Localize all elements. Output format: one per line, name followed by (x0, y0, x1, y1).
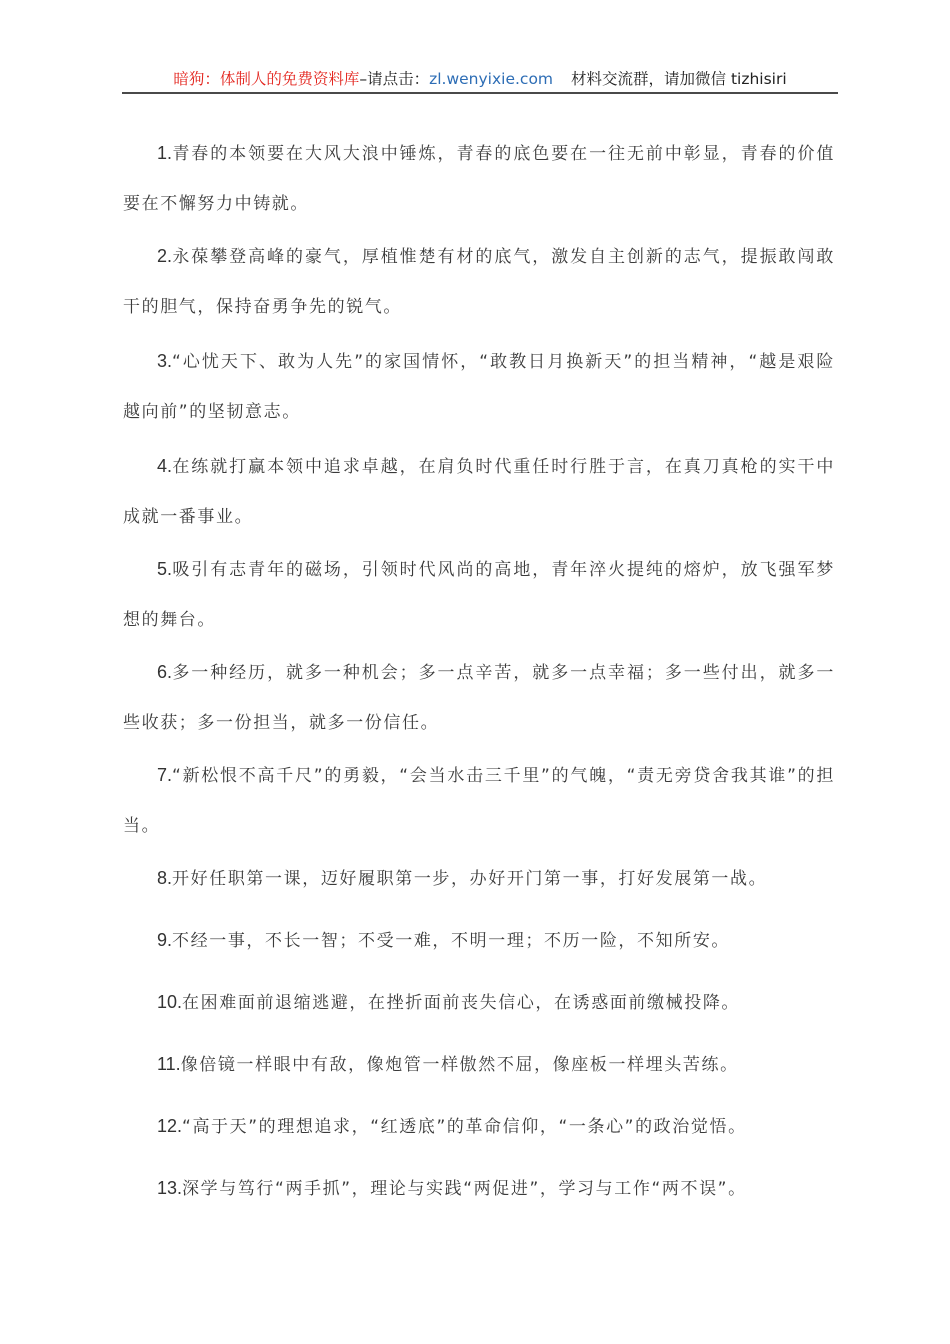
item-number: 5. (157, 559, 173, 579)
item-number: 12. (157, 1116, 183, 1136)
page-header (122, 66, 838, 92)
item-number: 13. (157, 1178, 183, 1198)
item-text: 在练就打赢本领中追求卓越，在肩负时代重任时行胜于言，在真刀真枪的实干中成就一番事业。 (123, 457, 835, 527)
list-item-8 (123, 863, 835, 894)
list-item-5 (123, 544, 835, 645)
item-text: 永葆攀登高峰的豪气，厚植惟楚有材的底气，激发自主创新的志气，提振敢闯敢干的胆气，保持奋勇争先的锐气。 (123, 247, 835, 317)
item-number: 9. (157, 930, 173, 950)
item-text: 在困难面前退缩逃避，在挫折面前丧失信心，在诱惑面前缴械投降。 (182, 993, 741, 1013)
item-text: 吸引有志青年的磁场，引领时代风尚的高地，青年淬火提纯的熔炉，放飞强军梦想的舞台。 (123, 560, 835, 630)
item-number: 8. (157, 868, 173, 888)
list-item-12 (123, 1111, 835, 1142)
header-brand: 暗狗：体制人的免费资料库 (173, 70, 360, 88)
item-text: 开好任职第一课，迈好履职第一步，办好开门第一事，打好发展第一战。 (172, 869, 768, 889)
item-text: 深学与笃行“两手抓”，理论与实践“两促进”，学习与工作“两不误”。 (182, 1179, 747, 1199)
list-item-13 (123, 1173, 835, 1204)
list-item-7 (123, 750, 835, 851)
header-prompt: –请点击： (359, 70, 430, 88)
header-contact: 材料交流群，请加微信 tizhisiri (571, 70, 787, 88)
list-item-6 (123, 647, 835, 748)
document-body (123, 128, 835, 1220)
header-url-link[interactable]: zl.wenyixie.com (429, 70, 554, 88)
list-item-10 (123, 987, 835, 1018)
list-item-11 (123, 1049, 835, 1080)
list-item-3 (123, 336, 835, 437)
header-divider (122, 92, 838, 94)
item-text: 多一种经历，就多一种机会；多一点辛苦，就多一点幸福；多一些付出，就多一些收获；多一份担当，就多一份信任。 (123, 663, 835, 733)
list-item-9 (123, 925, 835, 956)
list-item-2 (123, 231, 835, 332)
item-text: “新松恨不高千尺”的勇毅，“会当水击三千里”的气魄，“责无旁贷舍我其谁”的担当。 (123, 766, 835, 836)
item-text: “高于天”的理想追求，“红透底”的革命信仰，“一条心”的政治觉悟。 (182, 1117, 747, 1137)
item-number: 11. (157, 1054, 181, 1074)
item-number: 4. (157, 456, 173, 476)
item-number: 3. (157, 351, 173, 371)
item-number: 2. (157, 246, 173, 266)
item-number: 6. (157, 662, 173, 682)
item-text: “心忧天下、敢为人先”的家国情怀，“敢教日月换新天”的担当精神，“越是艰险越向前”的坚韧意志。 (123, 352, 835, 422)
list-item-4 (123, 441, 835, 542)
item-number: 7. (157, 765, 173, 785)
item-number: 10. (157, 992, 183, 1012)
list-item-1 (123, 128, 835, 229)
item-text: 青春的本领要在大风大浪中锤炼，青春的底色要在一往无前中彰显，青春的价值要在不懈努力中铸就。 (123, 144, 835, 214)
item-text: 像倍镜一样眼中有敌，像炮管一样傲然不屈，像座板一样埋头苦练。 (180, 1055, 739, 1075)
item-number: 1. (157, 143, 173, 163)
item-text: 不经一事，不长一智；不受一难，不明一理；不历一险，不知所安。 (172, 931, 731, 951)
